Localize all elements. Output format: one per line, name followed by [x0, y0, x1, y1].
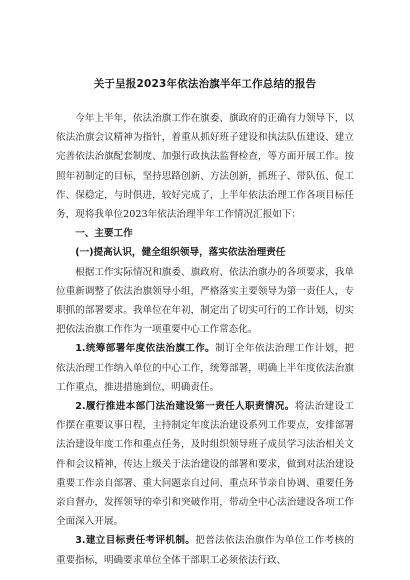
subsection-heading-leadership: (一)提高认识，健全组织领导，落实依法治理责任 [75, 247, 286, 259]
item-2-paragraph [56, 397, 354, 531]
subsection-body-leadership: 根据工作实际情况和旗委、旗政府、依法治旗办的各项要求，我单位重新调整了依法治旗领导小组，严格落实主要领导为第一责任人，专职抓的部署要求。我单位在年初，制定出了切实可行的工作计划，切实把依法治旗工作作为一项重要中心工作常态化。 [56, 266, 354, 336]
intro-paragraph: 今年上半年，依法治旗工作在旗委、旗政府的正确有力领导下，以依法治旗会议精神为指针，着重从抓好班子建设和执法队伍建设、建立完善依法治旗配套制度、加强行政执法监督检查，等方面开展工作。按照年初制定的目标，坚持思路创新、方法创新，抓班子、带队伍、促工作、保稳定，与时俱进，较好完成了，上半年依法治理工作各项目标任务，现将我单位2023年依法治理半年工作情况汇报如下： [56, 113, 354, 221]
document-title: 关于呈报2023年依法治旗半年工作总结的报告 [93, 78, 317, 90]
section-heading-main-work: 一、主要工作 [75, 228, 133, 240]
item-2-lead: 2.履行推进本部门法治建设第一责任人职责情况。 [75, 401, 295, 413]
item-3-body: 把普法依法治旗作为单位工作考核的重要指标，明确要求单位全体干部职工必须依法行政、 [56, 535, 355, 566]
item-3-paragraph [56, 531, 354, 569]
item-2-body: 将法治建设工作摆在重要议事日程，主持制定年度法治建设系列工作要点，安排部署法治建设年度工作和重点任务，及时组织领导班子成员学习法治相关文件和会议精神，传达上级关于法治建设的部署和要求，做到对法治建设重要工作亲自部署、重大问题亲自过问、重点环节亲自协调、重要任务亲自督办，发挥领导的牵引和突破作用，带动全中心法治建设各项工作全面深入开展。 [56, 401, 355, 528]
item-1-paragraph [56, 339, 354, 397]
item-1-lead: 1.统筹部署年度依法治旗工作。 [75, 343, 216, 355]
item-1-body: 制订全年依法治理工作计划，把依法治理工作纳入单位的中心工作，统筹部署，明确上半年度依法治旗工作重点，推进措施到位，明确责任。 [56, 343, 355, 393]
item-3-lead: 3.建立目标责任考评机制。 [75, 535, 196, 547]
